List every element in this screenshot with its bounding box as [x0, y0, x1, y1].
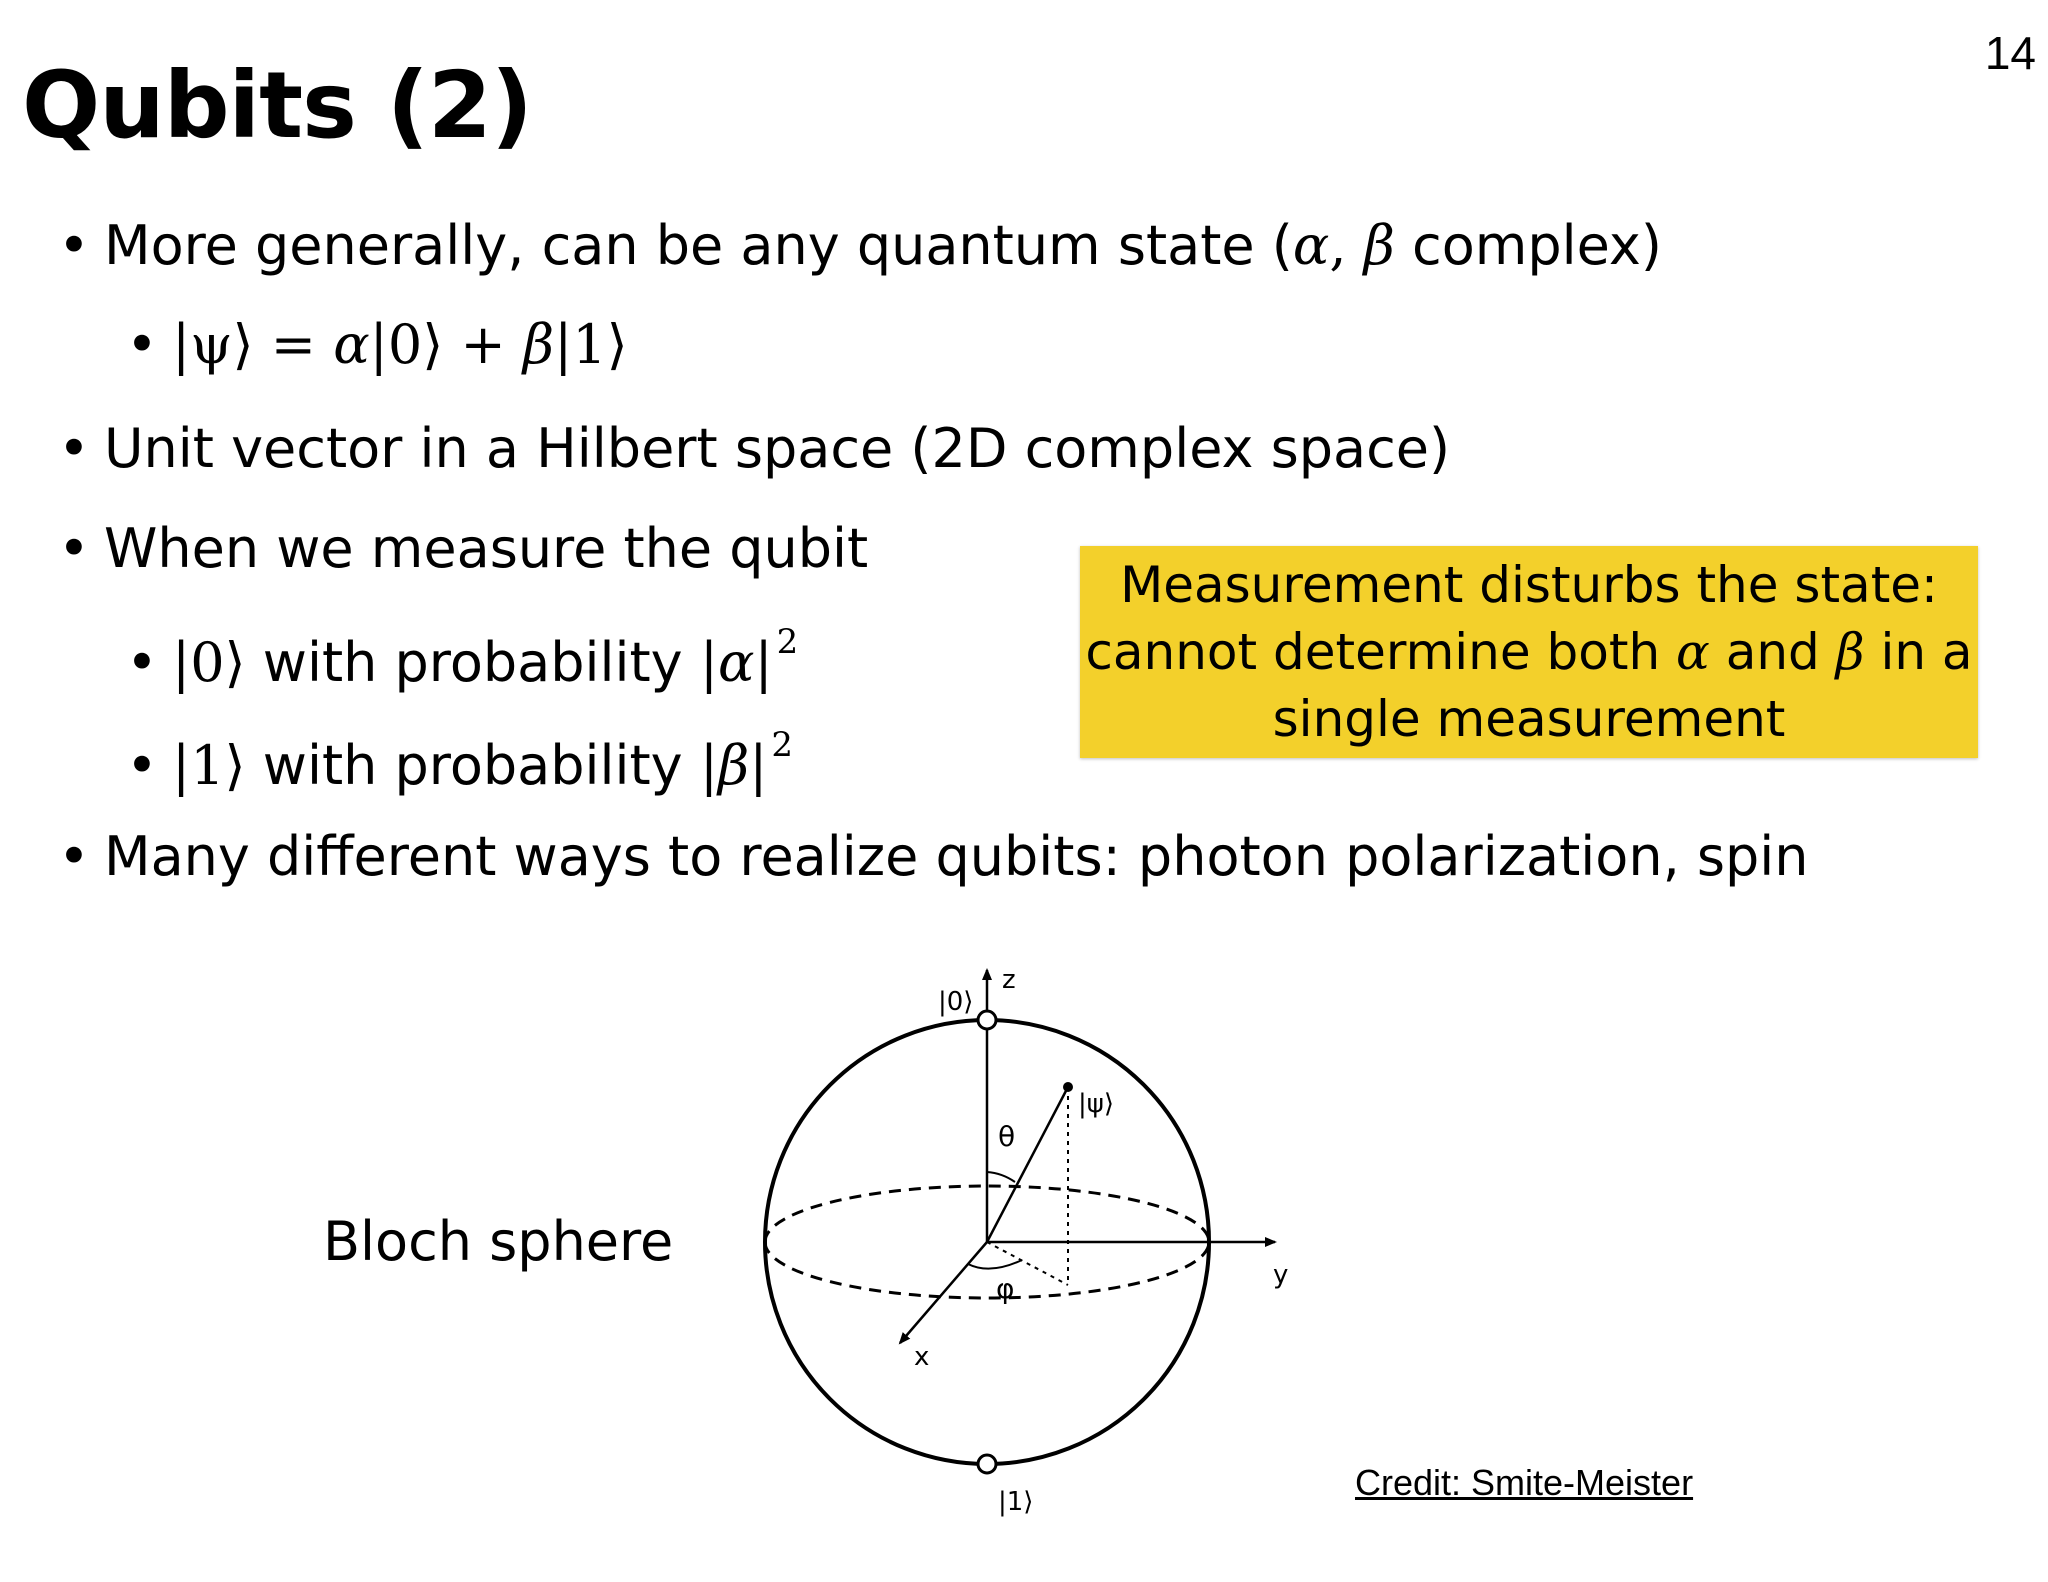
- callout-line-3: single measurement: [1272, 689, 1786, 748]
- x-axis: [900, 1242, 987, 1343]
- alpha-symbol: α: [333, 313, 370, 376]
- callout-text: and: [1709, 622, 1836, 681]
- phi-arc: [968, 1260, 1022, 1269]
- beta-symbol: β: [522, 313, 555, 376]
- ket-zero: |0⟩: [172, 631, 246, 694]
- alpha-symbol: α: [1676, 622, 1710, 681]
- callout-line-2: [1085, 619, 1972, 686]
- z-axis-label: z: [1002, 965, 1016, 995]
- plus: +: [443, 313, 523, 376]
- callout-line-1: Measurement disturbs the state:: [1120, 555, 1938, 614]
- bullet-text: Unit vector in a Hilbert space (2D complex space): [104, 417, 1451, 480]
- beta-symbol: β: [1835, 622, 1865, 681]
- x-axis-label: x: [914, 1342, 930, 1372]
- bullet-marker: •: [126, 631, 158, 694]
- bullet-marker: •: [58, 417, 90, 480]
- exponent: 2: [776, 622, 799, 662]
- slide-title: Qubits (2): [22, 52, 532, 159]
- bullet-marker: •: [58, 214, 90, 277]
- figure-caption: Bloch sphere: [323, 1210, 674, 1273]
- bullet-unit-vector: [58, 417, 1451, 480]
- exponent: 2: [771, 725, 794, 765]
- bullet-quantum-state: [58, 214, 1662, 277]
- bullet-realize-qubits: [58, 825, 1809, 888]
- callout-text: cannot determine both: [1085, 622, 1677, 681]
- equator-front: [765, 1242, 1209, 1298]
- probability-text: with probability: [245, 631, 700, 694]
- subbullet-prob-one: [126, 725, 794, 797]
- ket-zero: |0⟩: [369, 313, 444, 376]
- y-axis-label: y: [1273, 1260, 1289, 1290]
- bullet-marker: •: [126, 734, 158, 797]
- bullet-measure: [58, 517, 869, 580]
- state-equation: [172, 313, 628, 376]
- probability-text: with probability: [245, 734, 700, 797]
- measurement-callout: [1080, 546, 1978, 758]
- bullet-text: When we measure the qubit: [104, 517, 869, 580]
- bullet-marker: •: [58, 517, 90, 580]
- ket-one: |1⟩: [172, 734, 246, 797]
- credit-link[interactable]: Credit: Smite-Meister: [1355, 1462, 1694, 1503]
- callout-text: in a: [1864, 622, 1973, 681]
- alpha-abs: |α|: [699, 631, 773, 694]
- bullet-marker: •: [58, 825, 90, 888]
- beta-abs: |β|: [699, 734, 768, 797]
- bullet-text-end: complex): [1394, 214, 1662, 277]
- alpha-symbol: α: [1292, 214, 1330, 277]
- subbullet-state-equation: [126, 313, 628, 376]
- ket-one: |1⟩: [554, 313, 628, 376]
- theta-arc: [987, 1172, 1015, 1182]
- subbullet-prob-zero: [126, 622, 799, 694]
- bullet-text: More generally, can be any quantum state (: [104, 214, 1293, 277]
- psi-vector: [987, 1087, 1068, 1242]
- bullet-marker: •: [126, 313, 158, 376]
- psi-label: |ψ⟩: [1078, 1089, 1115, 1119]
- ket-one-label: |1⟩: [998, 1487, 1034, 1517]
- comma: ,: [1329, 214, 1364, 277]
- north-pole-marker: [978, 1011, 996, 1029]
- bloch-sphere-diagram: [740, 950, 1340, 1530]
- ket-zero-label: |0⟩: [938, 987, 974, 1017]
- page-number: 14: [1984, 27, 2036, 79]
- psi-ket: |ψ⟩: [172, 313, 254, 376]
- south-pole-marker: [978, 1455, 996, 1473]
- bullet-text: Many different ways to realize qubits: photon polarization, spin: [104, 825, 1809, 888]
- phi-label: φ: [996, 1272, 1015, 1305]
- equals: =: [253, 313, 334, 376]
- theta-label: θ: [998, 1120, 1016, 1153]
- beta-symbol: β: [1363, 214, 1395, 277]
